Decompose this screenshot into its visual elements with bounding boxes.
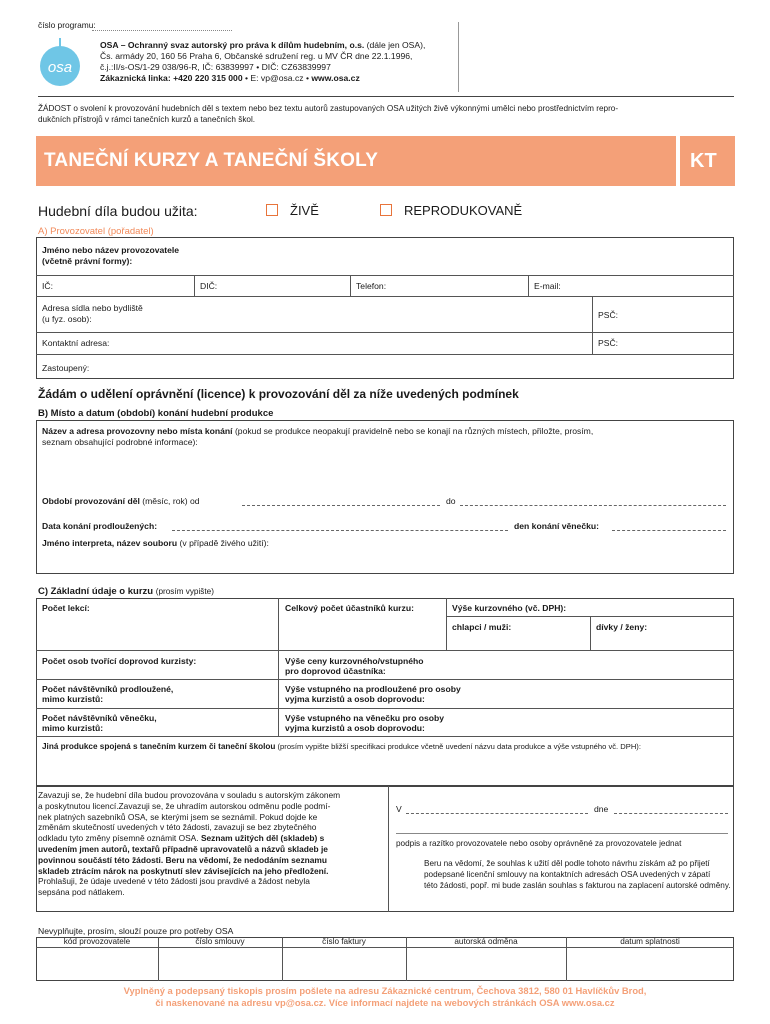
wreath-fee-label-1: Výše vstupného na věnečku pro osoby — [285, 713, 445, 723]
declaration-text: Zavazuji se, že hudební díla budou provozována v souladu s autorským zákonem a poskytnutou licencí.Zavazuji se, že uhradím autorskou odměnu podle podmí- nek platných sazebníků OSA, se kterými jsem se seznámil. Pokud dojde ke změnám skutečností uvedených v této žádosti, zavazuji se bez zbytečného odkladu tyto změny písemně oznámit OSA. Seznam užitých děl (skladeb) s uvedením jmen autorů, textařů případně upravovatelů a názvů skladeb je povinnou součástí této žádosti. Beru na vědomí, že nedodáním seznamu skladeb ztrácím nárok na poskytnutí slev závisejících na jeho předložení. Prohlašuji, že údaje uvedené v této žádosti jsou pravdivé a žádost nebyla sepsána pod nátlakem. — [38, 790, 341, 898]
ext-fee-label-1: Výše vstupného na prodloužené pro osoby — [285, 684, 461, 694]
osa-col-contract-number: číslo smlouvy — [195, 937, 245, 946]
header-divider — [458, 22, 459, 92]
reproduced-checkbox[interactable] — [380, 204, 392, 216]
agreement-line-2: podepsané licenční smlouvy na kontaktních adresách OSA uvedených v zápatí — [424, 870, 711, 879]
other-production-label: Jiná produkce spojená s tanečním kurzem či taneční školou (prosím vypište bližší specifikaci produkce včetně uvedení názvu data produkce a výše vstupného vč. DPH): — [42, 742, 641, 751]
lessons-label: Počet lekcí: — [42, 603, 90, 613]
title-band — [36, 136, 676, 186]
reproduced-label: REPRODUKOVANĚ — [404, 203, 523, 218]
psc-label-2: PSČ: — [598, 338, 619, 348]
signature-label: podpis a razítko provozovatele nebo osoby oprávněné za provozovatele jednat — [396, 839, 682, 848]
org-line-2: Čs. armády 20, 160 56 Praha 6, Občanské sdružení reg. u MV ČR dne 22.1.1996, — [100, 51, 413, 61]
header-rule — [38, 96, 734, 97]
osa-col-invoice-number: číslo faktury — [322, 937, 366, 946]
representative-label: Zastoupený: — [42, 363, 90, 373]
venue-field[interactable] — [42, 450, 728, 488]
wreath-visitors-label-2: mimo kurzistů: — [42, 723, 104, 733]
extended-dates-label: Data konání prodloužených: — [42, 521, 158, 531]
row-divider — [36, 332, 734, 333]
date-field[interactable] — [614, 813, 728, 814]
live-label: ŽIVĚ — [290, 203, 319, 218]
col-divider — [388, 786, 389, 912]
venue-label-2: seznam obsahující podrobné informace): — [42, 437, 198, 447]
period-to-label: do — [446, 496, 456, 506]
ext-fee-label-2: vyjma kurzistů a osob doprovodu: — [285, 694, 425, 704]
dic-label: DIČ: — [200, 281, 218, 291]
phone-label: Telefon: — [356, 281, 387, 291]
operator-legal-form-label: (včetně právní formy): — [42, 256, 133, 266]
email-label: E-mail: — [534, 281, 561, 291]
participants-label: Celkový počet účastníků kurzu: — [285, 603, 414, 613]
col-divider — [592, 332, 593, 354]
section-c-heading: C) Základní údaje o kurzu (prosím vypište) — [38, 586, 214, 597]
col-divider — [350, 275, 351, 296]
wreath-fee-label-2: vyjma kurzistů a osob doprovodu: — [285, 723, 425, 733]
org-line-1: OSA – Ochranný svaz autorský pro práva k dílům hudebním, o.s. (dále jen OSA), — [100, 40, 426, 50]
contact-address-label: Kontaktní adresa: — [42, 338, 110, 348]
org-line-4: Zákaznická linka: +420 220 315 000 • E: vp@osa.cz • www.osa.cz — [100, 73, 360, 83]
form-code: KT — [690, 150, 717, 172]
footer-line-2: či naskenované na adresu vp@osa.cz. Více informací najdete na webových stránkách OSA www.osa.cz — [155, 997, 615, 1008]
row-divider — [36, 650, 734, 651]
section-b-heading: B) Místo a datum (období) konání hudební produkce — [38, 408, 274, 419]
osa-col-operator-code: kód provozovatele — [63, 937, 131, 946]
agreement-line-1: Beru na vědomí, že souhlas k užití děl podle tohoto návrhu získám až po přijetí — [424, 859, 710, 868]
interpret-field[interactable] — [42, 551, 728, 571]
other-production-field[interactable] — [42, 754, 728, 782]
license-heading: Žádám o udělení oprávnění (licence) k provozování děl za níže uvedených podmínek — [38, 387, 519, 401]
row-divider — [36, 275, 734, 276]
usage-label: Hudební díla budou užita: — [38, 203, 198, 219]
date-label: dne — [594, 804, 609, 814]
request-line-1: ŽÁDOST o svolení k provozování hudebních děl s textem nebo bez textu autorů zastupovaných OSA užitých živě výkonnými umělci nebo prostřednictvím repro- — [38, 104, 619, 113]
col-divider — [278, 598, 279, 736]
address-label-1: Adresa sídla nebo bydliště — [42, 303, 143, 313]
row-divider — [36, 708, 734, 709]
request-line-2: dukčních přístrojů v rámci tanečních kurzů a tanečních škol. — [38, 115, 256, 124]
program-number-line[interactable] — [92, 30, 232, 31]
col-divider — [590, 616, 591, 650]
place-label: V — [396, 804, 402, 814]
wreath-date-label: den konání věnečku: — [514, 521, 600, 531]
ext-visitors-label-2: mimo kurzistů: — [42, 694, 104, 704]
footer-line-1: Vyplněný a podepsaný tiskopis prosím pošlete na adresu Zákaznické centrum, Čechova 3812, 580 01 Havlíčkův Brod, — [123, 985, 647, 996]
osa-only-heading: Nevyplňujte, prosím, slouží pouze pro potřeby OSA — [38, 926, 234, 936]
psc-label-1: PSČ: — [598, 310, 619, 320]
period-from-field[interactable] — [242, 505, 440, 506]
signature-line[interactable] — [396, 833, 728, 834]
interpret-label: Jméno interpreta, název souboru (v případě živého užití): — [42, 538, 269, 548]
wreath-visitors-label-1: Počet návštěvníků věnečku, — [42, 713, 157, 723]
operator-name-label: Jméno nebo název provozovatele — [42, 245, 180, 255]
osa-col-royalty: autorská odměna — [454, 937, 518, 946]
period-to-field[interactable] — [460, 505, 726, 506]
row-divider — [36, 736, 734, 737]
agreement-line-3: této žádosti, popř. mi bude zaslán souhlas s fakturou na zaplacení autorské odměny. — [424, 881, 731, 890]
extended-dates-field[interactable] — [172, 530, 508, 531]
venue-label: Název a adresa provozovny nebo místa konání (pokud se produkce neopakují pravidelně nebo se konají na různých místech, přiložte, prosím, — [42, 426, 594, 436]
row-divider — [36, 947, 734, 948]
operator-name-field[interactable] — [230, 246, 730, 272]
row-divider — [36, 354, 734, 355]
osa-logo — [34, 36, 86, 88]
address-field[interactable] — [180, 300, 588, 328]
wreath-date-field[interactable] — [612, 530, 726, 531]
place-field[interactable] — [406, 813, 588, 814]
girls-label: dívky / ženy: — [596, 622, 648, 632]
osa-col-due-date: datum splatnosti — [620, 937, 680, 946]
org-line-3: č.j.:II/s-OS/1-29 038/96-R, IČ: 63839997 • DIČ: CZ63839997 — [100, 62, 331, 72]
col-divider — [528, 275, 529, 296]
logo-text: osa — [47, 59, 73, 76]
accompany-fee-label-1: Výše ceny kurzovného/vstupného — [285, 656, 424, 666]
section-a-heading: A) Provozovatel (pořadatel) — [38, 226, 154, 237]
accompany-count-label: Počet osob tvořící doprovod kurzisty: — [42, 656, 197, 666]
ic-label: IČ: — [42, 281, 53, 291]
col-divider — [592, 296, 593, 332]
ext-visitors-label-1: Počet návštěvníků prodloužené, — [42, 684, 174, 694]
program-number-label: číslo programu: — [38, 20, 96, 30]
accompany-fee-label-2: pro doprovod účastníka: — [285, 666, 386, 676]
live-checkbox[interactable] — [266, 204, 278, 216]
form-title: TANEČNÍ KURZY A TANEČNÍ ŠKOLY — [44, 150, 379, 171]
col-divider — [446, 598, 447, 650]
boys-label: chlapci / muži: — [452, 622, 512, 632]
row-divider — [36, 296, 734, 297]
address-label-2: (u fyz. osob): — [42, 314, 92, 324]
form-code-box — [680, 136, 735, 186]
col-divider — [194, 275, 195, 296]
period-label: Období provozování děl (měsíc, rok) od — [42, 496, 200, 506]
row-divider — [36, 679, 734, 680]
fee-label: Výše kurzovného (vč. DPH): — [452, 603, 567, 613]
